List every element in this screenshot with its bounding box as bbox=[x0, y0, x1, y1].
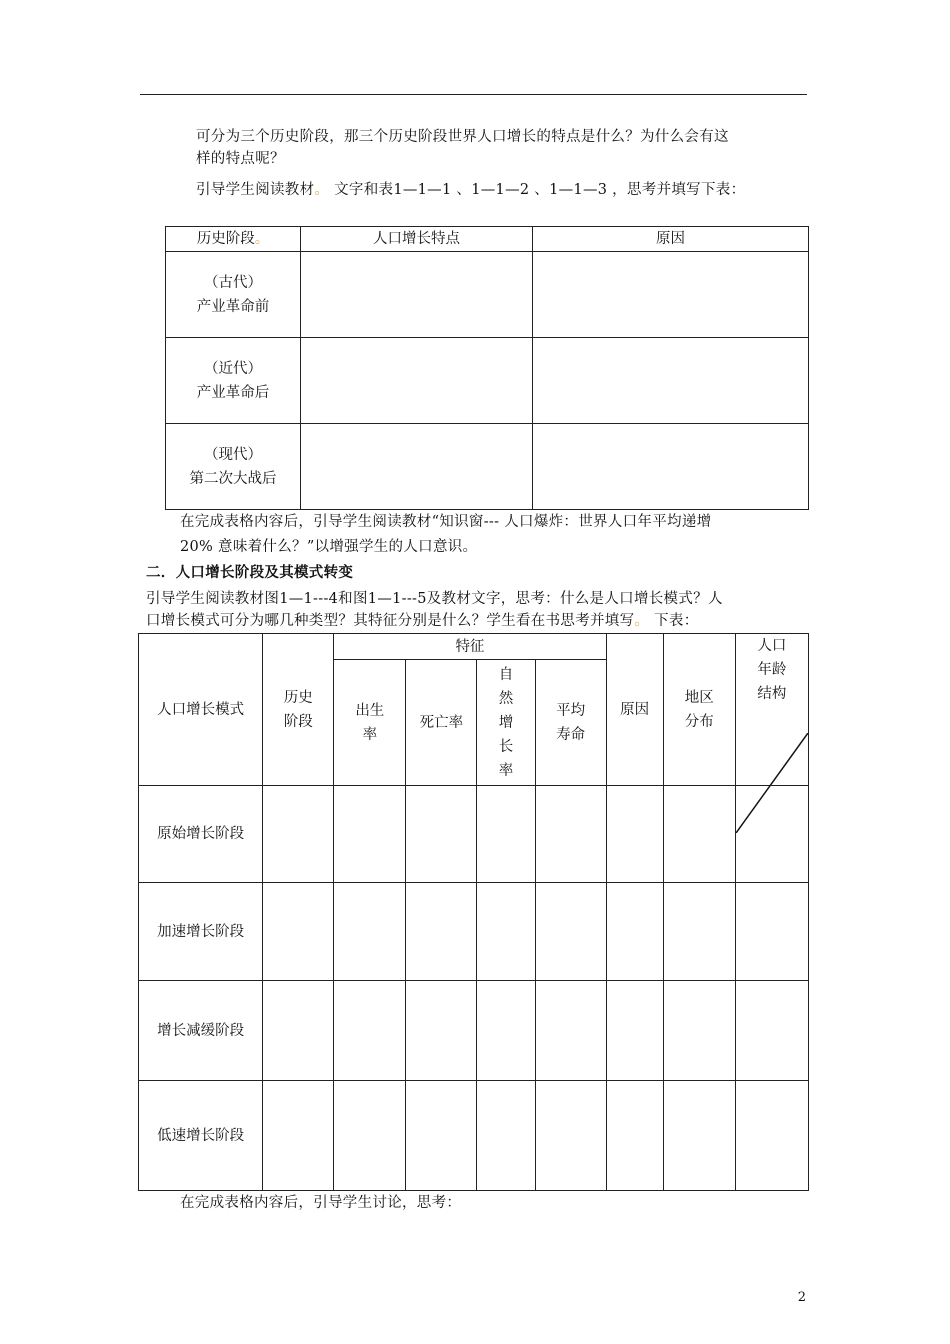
header-natural-1: 自 bbox=[498, 666, 514, 683]
header-history-2: 阶段 bbox=[283, 713, 313, 730]
blank-cell[interactable] bbox=[606, 1081, 663, 1191]
intro-line-3-rest: 文字和表1—1—1 、1—1—2 、1—1—3 ，思考并填写下表： bbox=[329, 182, 746, 198]
blank-cell[interactable] bbox=[735, 786, 808, 883]
blank-cell[interactable] bbox=[606, 883, 663, 981]
model-stage-label: 低速增长阶段 bbox=[139, 1081, 263, 1191]
blank-cell[interactable] bbox=[735, 883, 808, 981]
blank-cell[interactable] bbox=[735, 981, 808, 1081]
blank-cell[interactable] bbox=[663, 981, 735, 1081]
stage-era: （古代） bbox=[204, 274, 262, 291]
table-row bbox=[139, 1081, 809, 1191]
header-growth-model: 人口增长模式 bbox=[139, 634, 263, 786]
section-dot: 。 bbox=[634, 613, 650, 629]
header-birth-rate bbox=[334, 660, 406, 786]
feature-cell[interactable] bbox=[301, 252, 533, 338]
stage-era: （近代） bbox=[204, 360, 262, 377]
reason-cell[interactable] bbox=[533, 252, 809, 338]
header-region-1: 地区 bbox=[684, 689, 714, 706]
model-stage-label: 增长减缓阶段 bbox=[139, 981, 263, 1081]
blank-cell[interactable] bbox=[663, 883, 735, 981]
stage-cell bbox=[166, 424, 301, 510]
header-region bbox=[663, 634, 735, 786]
table-row bbox=[166, 424, 809, 510]
header-rule bbox=[140, 94, 807, 95]
header-age-structure bbox=[735, 634, 808, 786]
header-reason: 原因 bbox=[606, 634, 663, 786]
header-life-expectancy bbox=[535, 660, 606, 786]
blank-cell[interactable] bbox=[735, 1081, 808, 1191]
intro-line-3 bbox=[196, 180, 745, 201]
blank-cell[interactable] bbox=[535, 1081, 606, 1191]
header-reason: 原因 bbox=[533, 227, 809, 252]
blank-cell[interactable] bbox=[334, 786, 406, 883]
model-stage-label: 原始增长阶段 bbox=[139, 786, 263, 883]
blank-cell[interactable] bbox=[334, 981, 406, 1081]
blank-cell[interactable] bbox=[263, 786, 334, 883]
feature-cell[interactable] bbox=[301, 424, 533, 510]
stage-era: （现代） bbox=[204, 446, 262, 463]
blank-cell[interactable] bbox=[334, 883, 406, 981]
header-history-stage-label: 历史阶段 bbox=[196, 231, 255, 247]
header-natural-3: 增 bbox=[498, 714, 514, 731]
header-history-stage bbox=[166, 227, 301, 252]
blank-cell[interactable] bbox=[406, 1081, 477, 1191]
table-row bbox=[166, 338, 809, 424]
stage-period: 第二次大战后 bbox=[189, 470, 277, 487]
header-birth-2: 率 bbox=[362, 726, 378, 743]
closing-line: 在完成表格内容后，引导学生讨论，思考： bbox=[180, 1195, 462, 1211]
stage-cell bbox=[166, 338, 301, 424]
header-growth-feature: 人口增长特点 bbox=[301, 227, 533, 252]
header-life-1: 平均 bbox=[556, 702, 586, 719]
table-row bbox=[139, 883, 809, 981]
blank-cell[interactable] bbox=[406, 883, 477, 981]
table-header-row bbox=[166, 227, 809, 252]
blank-cell[interactable] bbox=[263, 1081, 334, 1191]
header-features: 特征 bbox=[334, 634, 606, 660]
blank-cell[interactable] bbox=[535, 883, 606, 981]
section-line-2-rest: 下表： bbox=[649, 613, 699, 629]
blank-cell[interactable] bbox=[477, 786, 535, 883]
blank-cell[interactable] bbox=[406, 981, 477, 1081]
blank-cell[interactable] bbox=[606, 786, 663, 883]
after-table-line-2: 20% 意味着什么？”以增强学生的人口意识。 bbox=[180, 539, 478, 555]
blank-cell[interactable] bbox=[406, 786, 477, 883]
table-header-row bbox=[139, 634, 809, 660]
stage-cell bbox=[166, 252, 301, 338]
blank-cell[interactable] bbox=[663, 1081, 735, 1191]
table-row bbox=[139, 981, 809, 1081]
blank-cell[interactable] bbox=[334, 1081, 406, 1191]
intro-dot: 。 bbox=[314, 182, 330, 198]
header-life-2: 寿命 bbox=[556, 726, 586, 743]
header-age-3: 结构 bbox=[757, 686, 787, 702]
section-line-1: 引导学生阅读教材图1—1---4和图1—1---5及教材文字，思考：什么是人口增长模式？人 bbox=[146, 591, 723, 607]
blank-cell[interactable] bbox=[535, 786, 606, 883]
section-line-2-text: 口增长模式可分为哪几种类型？其特征分别是什么？学生看在书思考并填写 bbox=[146, 613, 635, 629]
table-row bbox=[139, 786, 809, 883]
header-birth-1: 出生 bbox=[355, 702, 385, 719]
blank-cell[interactable] bbox=[535, 981, 606, 1081]
header-age-1: 人口 bbox=[757, 638, 787, 654]
stage-period: 产业革命前 bbox=[196, 298, 270, 315]
section-line-2 bbox=[146, 611, 699, 632]
header-natural-4: 长 bbox=[498, 738, 514, 755]
section-heading: 二．人口增长阶段及其模式转变 bbox=[146, 565, 354, 581]
history-stage-table bbox=[165, 226, 809, 510]
header-region-2: 分布 bbox=[684, 713, 714, 730]
stage-period: 产业革命后 bbox=[196, 384, 270, 401]
blank-cell[interactable] bbox=[477, 981, 535, 1081]
header-age-2: 年龄 bbox=[757, 662, 787, 678]
blank-cell[interactable] bbox=[263, 981, 334, 1081]
after-table-line-1: 在完成表格内容后，引导学生阅读教材“知识窗--- 人口爆炸：世界人口年平均递增 bbox=[180, 514, 712, 530]
intro-line-2: 样的特点呢？ bbox=[196, 151, 285, 167]
table-row bbox=[166, 252, 809, 338]
model-stage-label: 加速增长阶段 bbox=[139, 883, 263, 981]
reason-cell[interactable] bbox=[533, 338, 809, 424]
header-history-1: 历史 bbox=[283, 689, 313, 706]
blank-cell[interactable] bbox=[263, 883, 334, 981]
header-natural-2: 然 bbox=[498, 690, 514, 707]
blank-cell[interactable] bbox=[606, 981, 663, 1081]
feature-cell[interactable] bbox=[301, 338, 533, 424]
intro-line-3-text: 引导学生阅读教材 bbox=[196, 182, 315, 198]
blank-cell[interactable] bbox=[663, 786, 735, 883]
header-death-rate: 死亡率 bbox=[406, 660, 477, 786]
reason-cell[interactable] bbox=[533, 424, 809, 510]
growth-model-table bbox=[138, 633, 809, 1191]
blank-cell[interactable] bbox=[477, 883, 535, 981]
intro-line-1: 可分为三个历史阶段，那三个历史阶段世界人口增长的特点是什么？为什么会有这 bbox=[196, 129, 729, 145]
header-natural-5: 率 bbox=[498, 762, 514, 779]
header-dot: 。 bbox=[254, 231, 270, 247]
header-history-stage bbox=[263, 634, 334, 786]
page-number: 2 bbox=[797, 1290, 806, 1305]
header-natural-growth bbox=[477, 660, 535, 786]
blank-cell[interactable] bbox=[477, 1081, 535, 1191]
